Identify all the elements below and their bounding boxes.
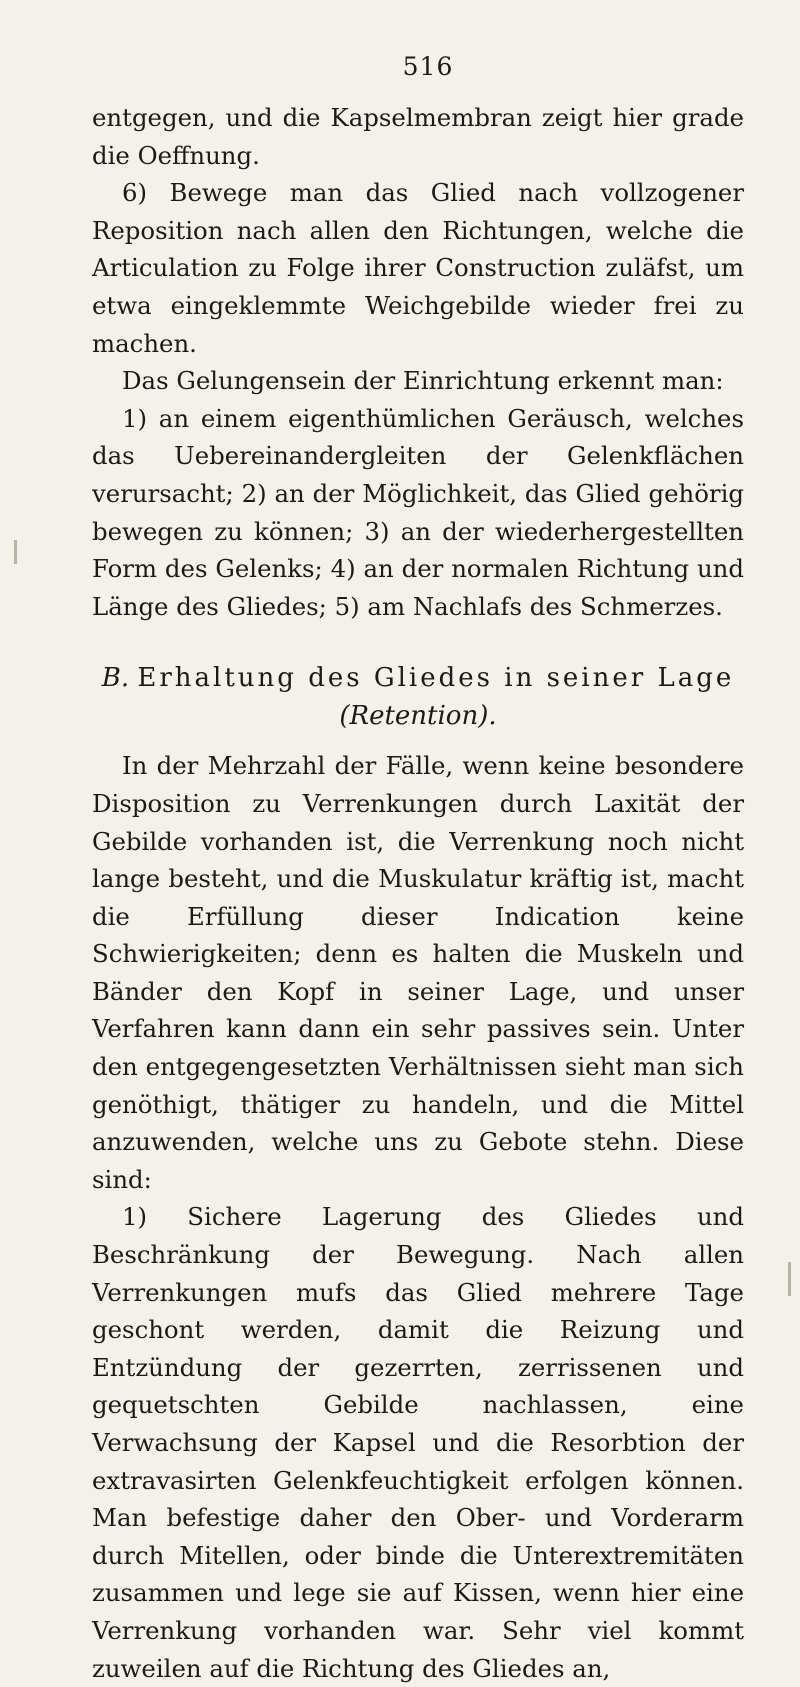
paragraph-success-intro: Das Gelungensein der Einrichtung erkennt man:	[122, 366, 724, 396]
paragraph-step-6: 6) Bewege man das Glied nach vollzogener Reposition nach allen den Richtungen, welche die Articulation zu Folge ihrer Construction zuläfst, um etwa eingeklemmte Weichgebilde wieder frei zu machen.	[92, 178, 744, 358]
paragraph-measure-1: 1) Sichere Lagerung des Gliedes und Beschränkung der Bewegung. Nach allen Verrenkungen mufs das Glied mehrere Tage geschont werden, damit die Reizung und Entzündung der gezerrten, zerrissenen und gequetschten Gebilde nachlassen, eine Verwachsung der Kapsel und die Resorbtion der extravasirten Gelenkfeuchtigkeit erfolgen können. Man befestige daher den Ober- und Vorderarm durch Mitellen, oder binde die Unterextremitäten zusammen und lege sie auf Kissen, wenn hier eine Verrenkung vorhanden war. Sehr viel kommt zuweilen auf die Richtung des Gliedes an,	[92, 1202, 744, 1683]
section-heading	[92, 659, 744, 735]
paragraph-success-signs: 1) an einem eigenthümlichen Geräusch, welches das Uebereinandergleiten der Gelenkflächen verursacht; 2) an der Möglichkeit, das Glied gehörig bewegen zu können; 3) an der wiederhergestellten Form des Gelenks; 4) an der normalen Richtung und Länge des Gliedes; 5) am Nachlafs des Schmerzes.	[92, 403, 744, 621]
paragraph-retention: In der Mehrzahl der Fälle, wenn keine besondere Disposition zu Verrenkungen durch Laxität der Gebilde vorhanden ist, die Verrenkung noch nicht lange besteht, und die Muskulatur kräftig ist, macht die Erfüllung dieser Indication keine Schwierigkeiten; denn es halten die Muskeln und Bänder den Kopf in seiner Lage, und unser Verfahren kann dann ein sehr passives sein. Unter den entgegengesetzten Verhältnissen sieht man sich genöthigt, thätiger zu handeln, und die Mittel anzuwenden, welche uns zu Gebote stehn. Diese sind:	[92, 751, 744, 1194]
right-margin-mark	[788, 1262, 791, 1296]
left-margin-mark	[14, 540, 17, 564]
section-latin-term: (Retention).	[339, 701, 497, 732]
paragraph-opening: entgegen, und die Kapselmembran zeigt hier grade die Oeffnung.	[92, 103, 744, 170]
page-number: 516	[402, 52, 454, 81]
section-letter: B.	[101, 663, 130, 694]
section-title: Erhaltung des Gliedes in seiner Lage	[137, 663, 735, 694]
